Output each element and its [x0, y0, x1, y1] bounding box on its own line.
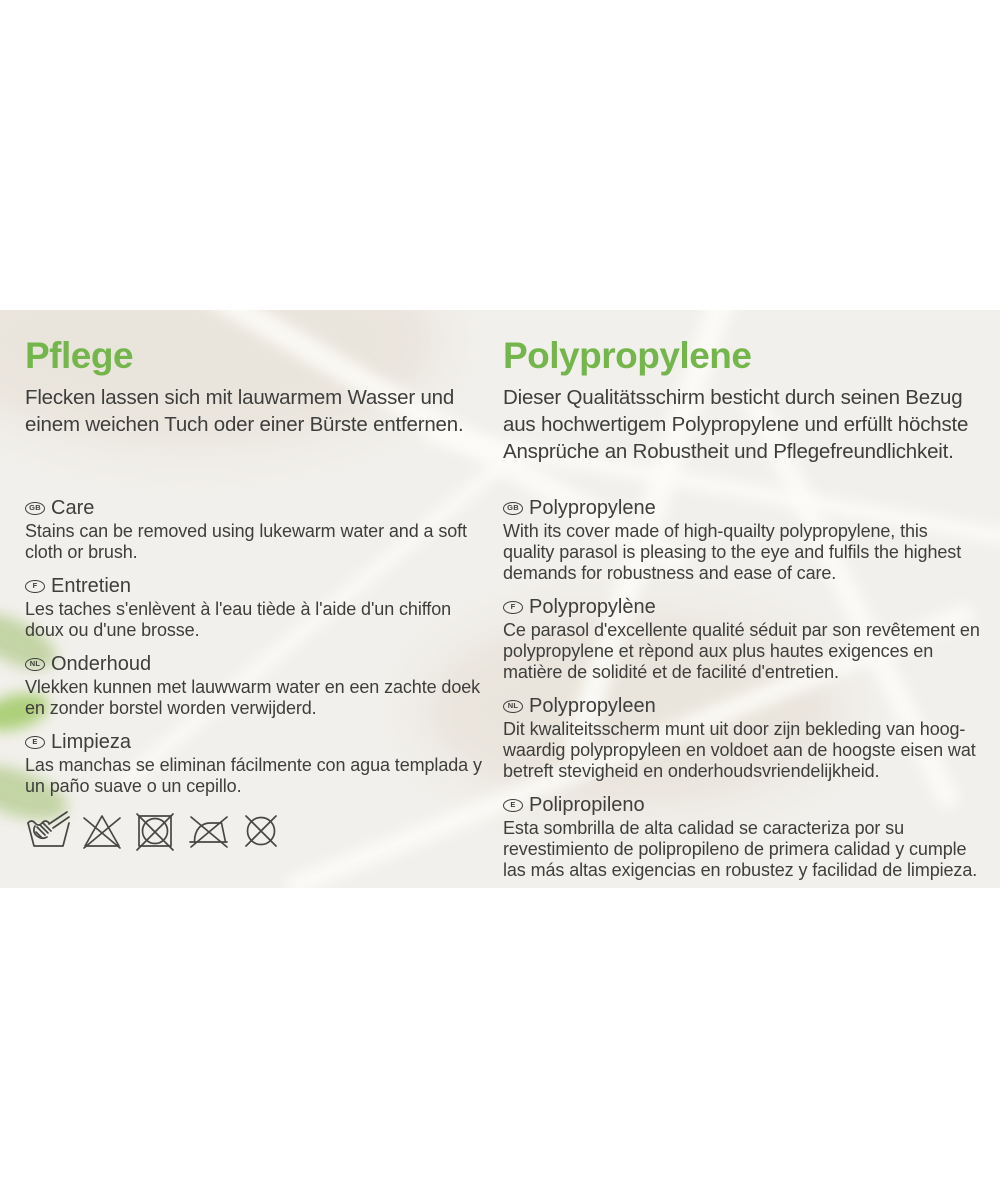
- section-title-text: Care: [51, 497, 95, 519]
- care-symbols-row: [25, 809, 490, 853]
- section-body: Stains can be removed using lukewarm water and a soft cloth or brush.: [25, 521, 467, 562]
- section-body: Ce parasol d'excellente qualité séduit par son revêtement en polypropylene et rèpond aux plus hautes exigences en matière de solidité et de facilité d'entretien.: [503, 620, 980, 682]
- section-body: Esta sombrilla de alta calidad se caracteriza por su revestimiento de polipropileno de primera calidad y cumple las más altas exigencias en robustez y facilidad de limpieza.: [503, 818, 978, 880]
- polypropylene-section-fr: [503, 596, 981, 683]
- care-column: [25, 336, 490, 853]
- polypropylene-intro-german: Dieser Qualitätsschirm besticht durch seinen Bezug aus hochwertigem Polypropylene und erfüllt höchste Ansprüche an Robustheit und Pflegefreundlichkeit.: [503, 386, 969, 463]
- section-title: [25, 575, 490, 597]
- language-badge-f: F: [25, 580, 45, 593]
- do-not-iron-icon: [186, 809, 230, 853]
- care-section-fr: [25, 575, 490, 641]
- hand-wash-icon: [25, 809, 71, 853]
- section-body: Vlekken kunnen met lauwwarm water en een zachte doek en zonder borstel worden verwijderd.: [25, 677, 481, 718]
- section-title: [503, 794, 981, 816]
- section-title-text: Polipropileno: [529, 794, 645, 816]
- section-title-text: Polypropyleen: [529, 695, 656, 717]
- section-title-text: Limpieza: [51, 731, 132, 753]
- language-badge-gb: GB: [503, 502, 523, 515]
- language-badge-gb: GB: [25, 502, 45, 515]
- care-sections: [25, 497, 490, 797]
- polypropylene-heading: Polypropylene: [503, 335, 752, 376]
- section-title: [503, 695, 981, 717]
- section-title: [25, 497, 490, 519]
- polypropylene-section-nl: [503, 695, 981, 782]
- do-not-dry-clean-icon: [239, 809, 283, 853]
- care-section-es: [25, 731, 490, 797]
- language-badge-e: E: [503, 799, 523, 812]
- section-title: [25, 653, 490, 675]
- section-title-text: Polypropylène: [529, 596, 656, 618]
- section-title: [503, 497, 981, 519]
- care-heading: Pflege: [25, 335, 134, 376]
- care-section-nl: [25, 653, 490, 719]
- section-body: With its cover made of high-quailty polypropylene, this quality parasol is pleasing to the eye and fulfils the highest demands for robustness and ease of care.: [503, 521, 962, 583]
- language-badge-nl: NL: [25, 658, 45, 671]
- polypropylene-section-es: [503, 794, 981, 881]
- polypropylene-column: [503, 336, 981, 893]
- section-title-text: Entretien: [51, 575, 132, 597]
- section-title: [25, 731, 490, 753]
- section-body: Las manchas se eliminan fácilmente con agua templada y un paño suave o un cepillo.: [25, 755, 482, 796]
- language-badge-nl: NL: [503, 700, 523, 713]
- section-title-text: Onderhoud: [51, 653, 152, 675]
- section-title-text: Polypropylene: [529, 497, 656, 519]
- do-not-bleach-icon: [80, 809, 124, 853]
- language-badge-f: F: [503, 601, 523, 614]
- section-title: [503, 596, 981, 618]
- polypropylene-sections: [503, 497, 981, 881]
- care-intro-german: Flecken lassen sich mit lauwarmem Wasser und einem weichen Tuch oder einer Bürste entfernen.: [25, 386, 464, 436]
- do-not-tumble-dry-icon: [133, 809, 177, 853]
- care-section-gb: [25, 497, 490, 563]
- section-body: Les taches s'enlèvent à l'eau tiède à l'aide d'un chiffon doux ou d'une brosse.: [25, 599, 452, 640]
- language-badge-e: E: [25, 736, 45, 749]
- polypropylene-section-gb: [503, 497, 981, 584]
- section-body: Dit kwaliteitsscherm munt uit door zijn bekleding van hoog-waardig polypropyleen en voldoet aan de hoogste eisen wat betreft stevigheid en onderhoudsvriendelijkheid.: [503, 719, 976, 781]
